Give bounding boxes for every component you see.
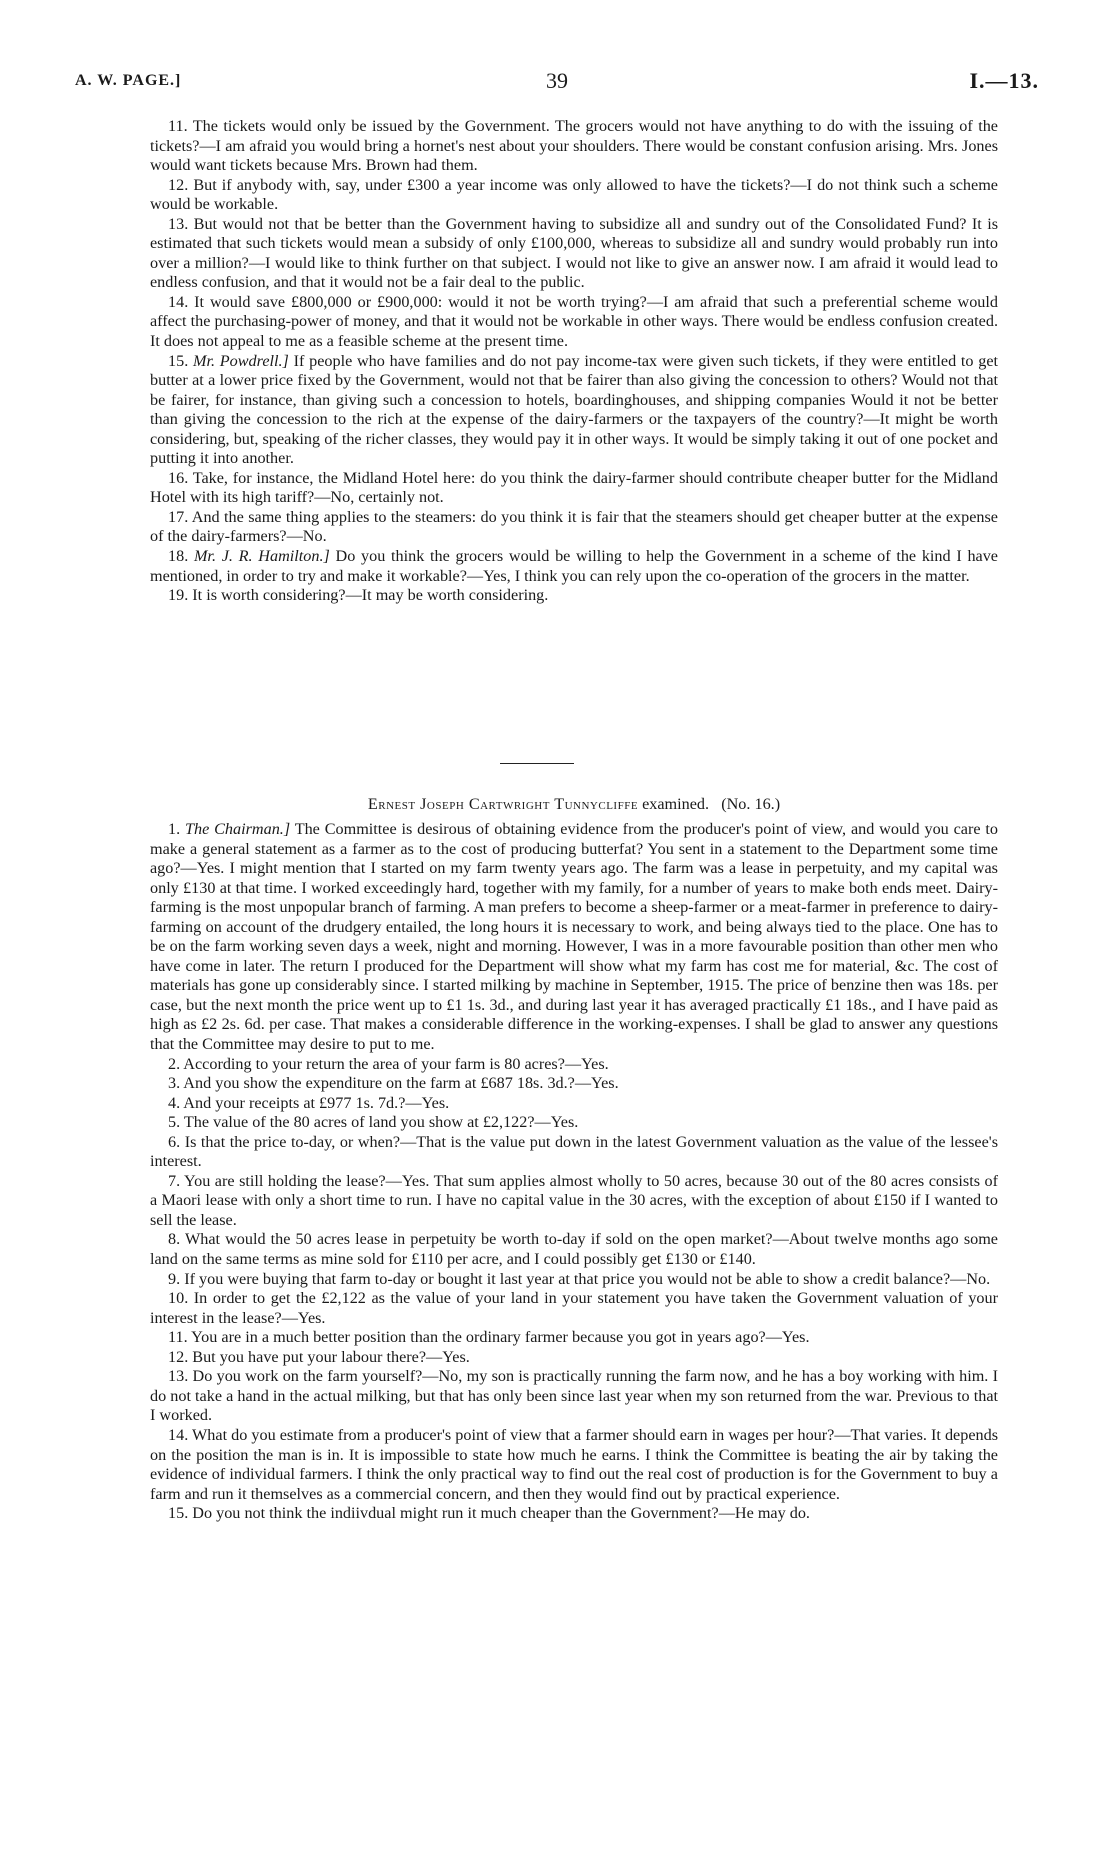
question-paragraph: 13. Do you work on the farm yourself?—No, my son is practically running the farm now, and he has a boy working with him. I do not take a hand in the actual milking, but that has only been since last year when my son returned from the war. Previous to that I worked. <box>150 1367 999 1425</box>
question-paragraph: 16. Take, for instance, the Midland Hotel here: do you think the dairy-farmer should contribute cheaper butter for the Midland Hotel with its high tariff?—No, certainly not. <box>150 468 998 507</box>
question-paragraph: 10. In order to get the £2,122 as the value of your land in your statement you have taken the Government valuation of your interest in the lease?—Yes. <box>150 1289 998 1327</box>
witness-heading <box>150 795 998 814</box>
question-paragraph: 15. Mr. Powdrell.] If people who have families and do not pay income-tax were given such tickets, if they were entitled to get butter at a lower price fixed by the Government, would not that be fairer than also giving the concession to others? Would not that be fairer, for instance, than giving such a concession to hotels, boardinghouses, and shipping companies Would it not be better than giving the concession to the rich at the expense of the dairy-farmers or the taxpayers of the country?—It might be worth considering, but, speaking of the richer classes, they would pay it in other ways. It would be simply taking it out of one pocket and putting it into another. <box>150 351 999 468</box>
section-divider <box>500 763 574 764</box>
question-paragraph: 6. Is that the price to-day, or when?—That is the value put down in the latest Government valuation as the value of the lessee's interest. <box>150 1132 998 1171</box>
question-paragraph: 9. If you were buying that farm to-day or bought it last year at that price you would not be able to show a credit balance?—No. <box>168 1269 991 1288</box>
question-paragraph: 11. The tickets would only be issued by the Government. The grocers would not have anything to do with the issuing of the tickets?—I am afraid you would bring a hornet's nest about your shoulders. There would be constant confusion arising. Mrs. Jones would want tickets because Mrs. Brown had them. <box>150 117 998 175</box>
question-paragraph: 5. The value of the 80 acres of land you show at £2,122?—Yes. <box>168 1113 579 1132</box>
question-paragraph: 17. And the same thing applies to the steamers: do you think it is fair that the steamers should get cheaper butter at the expense of the dairy-farmers?—No. <box>150 507 998 546</box>
question-paragraph: 12. But you have put your labour there?—Yes. <box>168 1347 470 1366</box>
witness-number: (No. 16.) <box>721 795 781 813</box>
question-paragraph: 13. But would not that be better than the Government having to subsidize all and sundry out of the Consolidated Fund? It is estimated that such tickets would mean a subsidy of only £100,000, whereas to subsidize all and sundry would probably run into over a million?—I would like to think further on that subject. I would not like to give an answer now. I am afraid it would lead to endless confusion, and that it would not be a fair deal to the public. <box>150 214 998 292</box>
header-witness-name: A. W. PAGE.] <box>75 72 182 89</box>
question-paragraph: 19. It is worth considering?—It may be worth considering. <box>168 586 549 605</box>
witness-name: Ernest Joseph Cartwright Tunnycliffe <box>367 795 639 813</box>
question-paragraph: 3. And you show the expenditure on the farm at £687 18s. 3d.?—Yes. <box>168 1074 619 1093</box>
evidence-section-2 <box>150 820 998 1524</box>
question-paragraph: 14. What do you estimate from a producer's point of view that a farmer should earn in wages per hour?—That varies. It depends on the position the man is in. It is impossible to state how much he earns. I think the Committee is beating the air by taking the evidence of individual farmers. I think the only practical way to find out the real cost of production is for the Government to buy a farm and run it themselves as a commercial concern, and then they would find out by practical experience. <box>150 1425 999 1503</box>
speaker-name: Mr. Powdrell.] <box>192 351 289 370</box>
question-paragraph: 11. You are in a much better position than the ordinary farmer because you got in years ago?—Yes. <box>168 1328 810 1347</box>
question-paragraph: 4. And your receipts at £977 1s. 7d.?—Yes. <box>168 1093 450 1112</box>
page-header <box>75 68 1039 98</box>
document-reference: I.—13. <box>969 68 1039 93</box>
question-paragraph: 15. Do you not think the indiivdual might run it much cheaper than the Government?—He may do. <box>168 1504 810 1523</box>
question-paragraph: 14. It would save £800,000 or £900,000: would it not be worth trying?—I am afraid that such a preferential scheme would affect the purchasing-power of money, and that it would not be workable in other ways. There would be endless confusion created. It does not appeal to me as a feasible scheme at the present time. <box>150 292 998 351</box>
evidence-section-1 <box>150 117 998 606</box>
page-number: 39 <box>546 68 568 93</box>
speaker-name: Mr. J. R. Hamilton.] <box>193 547 330 566</box>
question-paragraph: 8. What would the 50 acres lease in perpetuity be worth to-day if sold on the open market?—About twelve months ago some land on the same terms as mine sold for £110 per acre, and I could possibly get £130 or £140. <box>150 1230 998 1269</box>
question-paragraph: 1. The Chairman.] The Committee is desirous of obtaining evidence from the producer's point of view, and would you care to make a general statement as a farmer as to the cost of producing butterfat? You sent in a statement to the Department some time ago?—Yes. I might mention that I started on my farm twenty years ago. The farm was a lease in perpetuity, and my capital was only £130 at that time. I worked exceedingly hard, together with my family, for a number of years to make both ends meet. Dairy-farming is the most unpopular branch of farming. A man prefers to become a sheep-farmer or a meat-farmer in preference to dairy-farming on account of the drudgery entailed, the long hours it is necessary to work, and being always tied to the place. One has to be on the farm working seven days a week, night and morning. However, I was in a more favourable position than other men who have come in later. The return I produced for the Department will show what my farm has cost me for material, &c. The cost of materials has gone up considerably since. I started milking by machine in September, 1915. The price of benzine then was 18s. per case, but the next month the price went up to £1 1s. 3d., and during last year it has averaged practically £1 18s., and I have paid as high as £2 2s. 6d. per case. That makes a considerable difference in the working-expenses. I shall be glad to answer any questions that the Committee may desire to put to me. <box>150 820 998 1054</box>
question-paragraph: 18. Mr. J. R. Hamilton.] Do you think the grocers would be willing to help the Government in a scheme of the kind I have mentioned, in order to try and make it workable?—Yes, I think you can rely upon the co-operation of the grocers in the matter. <box>150 547 998 585</box>
speaker-name: The Chairman.] <box>185 820 291 838</box>
question-paragraph: 12. But if anybody with, say, under £300 a year income was only allowed to have the tickets?—I do not think such a scheme would be workable. <box>150 175 998 214</box>
witness-examined: examined. <box>638 795 710 813</box>
question-paragraph: 7. You are still holding the lease?—Yes. That sum applies almost wholly to 50 acres, because 30 out of the 80 acres consists of a Maori lease with only a short time to run. I have no capital value in the 30 acres, with the exception of about £150 if I wanted to sell the lease. <box>150 1171 998 1229</box>
question-paragraph: 2. According to your return the area of your farm is 80 acres?—Yes. <box>168 1054 609 1073</box>
